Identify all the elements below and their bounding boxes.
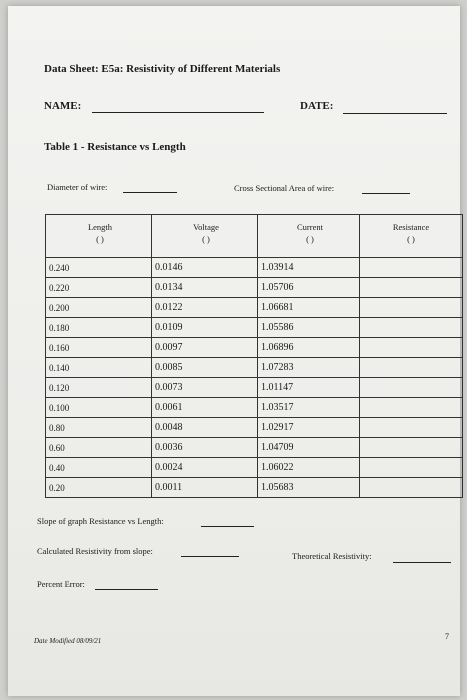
header-voltage: Voltage ( ) — [152, 215, 258, 258]
current-cell: 1.05683 — [258, 478, 360, 498]
length-cell: 0.120 — [46, 378, 152, 398]
date-modified: Date Modified 08/09/21 — [34, 637, 102, 645]
calculated-resistivity-label: Calculated Resistivity from slope: — [37, 546, 153, 556]
length-cell: 0.100 — [46, 398, 152, 418]
calculated-resistivity-field[interactable] — [181, 556, 239, 557]
current-cell: 1.03517 — [258, 398, 360, 418]
table-row — [46, 458, 463, 478]
table-row — [46, 478, 463, 498]
length-cell: 0.40 — [46, 458, 152, 478]
current-cell: 1.01147 — [258, 378, 360, 398]
table-row — [46, 298, 463, 318]
length-cell: 0.20 — [46, 478, 152, 498]
current-cell: 1.06681 — [258, 298, 360, 318]
length-cell: 0.80 — [46, 418, 152, 438]
current-cell: 1.06022 — [258, 458, 360, 478]
resistance-cell[interactable] — [360, 418, 463, 438]
resistance-cell[interactable] — [360, 318, 463, 338]
voltage-cell: 0.0134 — [152, 278, 258, 298]
current-cell: 1.06896 — [258, 338, 360, 358]
voltage-cell: 0.0109 — [152, 318, 258, 338]
voltage-cell: 0.0097 — [152, 338, 258, 358]
table-row — [46, 338, 463, 358]
voltage-cell: 0.0024 — [152, 458, 258, 478]
resistance-cell[interactable] — [360, 478, 463, 498]
cross-section-field[interactable] — [362, 193, 410, 194]
percent-error-field[interactable] — [95, 589, 158, 590]
table-row — [46, 438, 463, 458]
voltage-cell: 0.0073 — [152, 378, 258, 398]
length-cell: 0.140 — [46, 358, 152, 378]
resistance-cell[interactable] — [360, 378, 463, 398]
percent-error-label: Percent Error: — [37, 579, 85, 589]
resistance-cell[interactable] — [360, 458, 463, 478]
resistance-cell[interactable] — [360, 438, 463, 458]
length-cell: 0.240 — [46, 258, 152, 278]
table-row — [46, 278, 463, 298]
date-field[interactable] — [343, 113, 447, 114]
header-length: Length ( ) — [46, 215, 152, 258]
slope-label: Slope of graph Resistance vs Length: — [37, 516, 164, 526]
table-row — [46, 378, 463, 398]
resistance-cell[interactable] — [360, 278, 463, 298]
cross-section-label: Cross Sectional Area of wire: — [234, 183, 335, 193]
diameter-field[interactable] — [123, 192, 177, 193]
table-row — [46, 418, 463, 438]
current-cell: 1.02917 — [258, 418, 360, 438]
current-cell: 1.03914 — [258, 258, 360, 278]
voltage-cell: 0.0048 — [152, 418, 258, 438]
voltage-cell: 0.0085 — [152, 358, 258, 378]
name-label: NAME: — [44, 100, 82, 112]
voltage-cell: 0.0011 — [152, 478, 258, 498]
length-cell: 0.200 — [46, 298, 152, 318]
current-cell: 1.05706 — [258, 278, 360, 298]
table-row — [46, 358, 463, 378]
document-title: Data Sheet: E5a: Resistivity of Different Materials — [44, 63, 281, 75]
page-number: 7 — [445, 632, 449, 641]
header-resistance: Resistance ( ) — [360, 215, 463, 258]
slope-field[interactable] — [201, 526, 254, 527]
table-header-row — [46, 215, 463, 258]
voltage-cell: 0.0122 — [152, 298, 258, 318]
current-cell: 1.04709 — [258, 438, 360, 458]
table-title: Table 1 - Resistance vs Length — [44, 141, 186, 153]
voltage-cell: 0.0146 — [152, 258, 258, 278]
header-current: Current ( ) — [258, 215, 360, 258]
name-field[interactable] — [92, 112, 264, 113]
length-cell: 0.160 — [46, 338, 152, 358]
current-cell: 1.07283 — [258, 358, 360, 378]
diameter-label: Diameter of wire: — [47, 182, 108, 192]
resistance-cell[interactable] — [360, 398, 463, 418]
table-row — [46, 258, 463, 278]
voltage-cell: 0.0061 — [152, 398, 258, 418]
resistance-cell[interactable] — [360, 338, 463, 358]
resistance-cell[interactable] — [360, 258, 463, 278]
date-label: DATE: — [300, 100, 334, 112]
table-row — [46, 318, 463, 338]
length-cell: 0.60 — [46, 438, 152, 458]
voltage-cell: 0.0036 — [152, 438, 258, 458]
resistance-cell[interactable] — [360, 298, 463, 318]
length-cell: 0.180 — [46, 318, 152, 338]
length-cell: 0.220 — [46, 278, 152, 298]
resistance-table — [45, 214, 463, 498]
theoretical-resistivity-field[interactable] — [393, 562, 451, 563]
theoretical-resistivity-label: Theoretical Resistivity: — [292, 551, 372, 561]
table-row — [46, 398, 463, 418]
resistance-cell[interactable] — [360, 358, 463, 378]
current-cell: 1.05586 — [258, 318, 360, 338]
